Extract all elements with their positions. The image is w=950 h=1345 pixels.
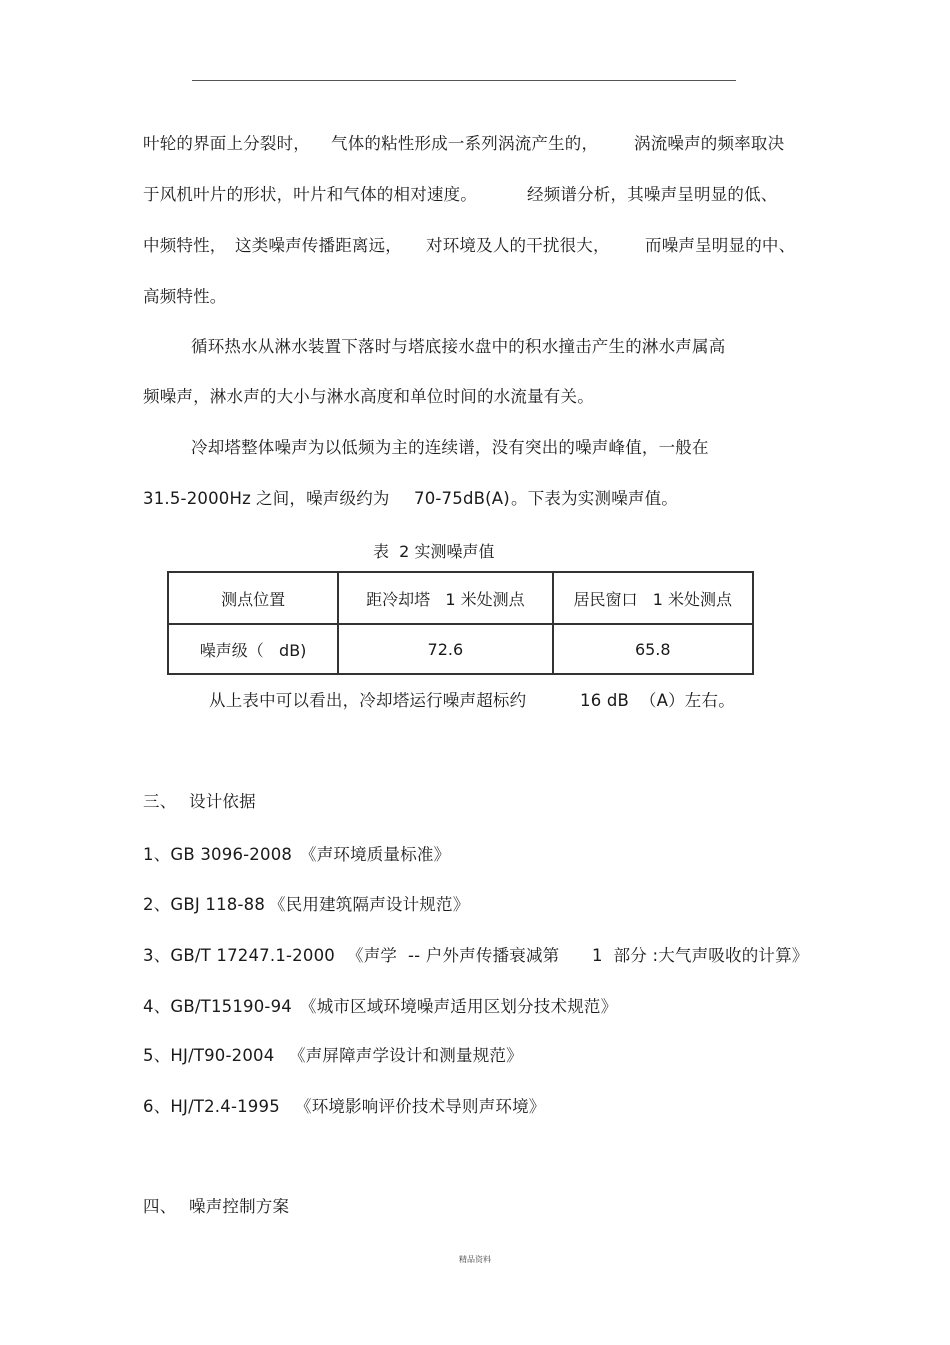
p1-line2-a: 于风机叶片的形状，叶片和气体的相对速度。 xyxy=(143,185,477,204)
p1-line3-b: 这类噪声传播距离远， xyxy=(235,236,402,255)
conclusion-a: 从上表中可以看出，冷却塔运行噪声超标约 xyxy=(209,691,527,710)
p1-line2-b: 经频谱分析，其噪声呈明显的低、 xyxy=(527,185,778,204)
p3-line2-d: 。下表为实测噪声值。 xyxy=(511,489,678,508)
section4-title: 噪声控制方案 xyxy=(189,1197,290,1216)
table-caption: 表 2 实测噪声值 xyxy=(373,542,495,561)
p3-line1: 冷却塔整体噪声为以低频为主的连续谱，没有突出的噪声峰值，一般在 xyxy=(191,438,709,457)
p1-line3-a: 中频特性， xyxy=(143,236,227,255)
ref-item-3-name: 《声学 -- 户外声传播衰减第 1 部分 :大气声吸收的计算》 xyxy=(347,946,809,965)
p3-line2-a: 31.5-2000Hz xyxy=(143,489,251,508)
table-cell: 噪声级（ dB) xyxy=(168,624,338,674)
table-header-cell: 距冷却塔 1 米处测点 xyxy=(338,572,552,624)
p2-line2: 频噪声，淋水声的大小与淋水高度和单位时间的水流量有关。 xyxy=(143,387,594,406)
table-cell: 65.8 xyxy=(553,624,754,674)
p1-line1-a: 叶轮的界面上分裂时， xyxy=(143,134,310,153)
table-row xyxy=(168,624,753,674)
ref-item-5-name: 《声屏障声学设计和测量规范》 xyxy=(289,1046,523,1065)
ref-item-4-name: 《城市区域环境噪声适用区划分技术规范》 xyxy=(300,997,618,1016)
page-footer: 精品资料 xyxy=(459,1255,491,1264)
p1-line3-c: 对环境及人的干扰很大， xyxy=(426,236,610,255)
ref-item-6-name: 《环境影响评价技术导则声环境》 xyxy=(295,1097,546,1116)
table-header-row xyxy=(168,572,753,624)
section3-title: 设计依据 xyxy=(189,792,256,811)
ref-item-1-name: 《声环境质量标准》 xyxy=(300,845,451,864)
ref-item-2-name: 《民用建筑隔声设计规范》 xyxy=(269,895,470,914)
table-header-cell: 居民窗口 1 米处测点 xyxy=(553,572,754,624)
ref-item-1-num: 1、GB 3096-2008 xyxy=(143,845,293,864)
ref-item-2-num: 2、GBJ 118-88 xyxy=(143,895,266,914)
ref-item-3-num: 3、GB/T 17247.1-2000 xyxy=(143,946,335,965)
p3-line2-c: 70-75dB(A) xyxy=(414,489,510,508)
p3-line2-b: 之间，噪声级约为 xyxy=(256,489,390,508)
ref-item-4-num: 4、GB/T15190-94 xyxy=(143,997,292,1016)
p1-line1-c: 涡流噪声的频率取决 xyxy=(634,134,785,153)
ref-item-6-num: 6、HJ/T2.4-1995 xyxy=(143,1097,280,1116)
p1-line4: 高频特性。 xyxy=(143,287,227,306)
ref-item-5-num: 5、HJ/T90-2004 xyxy=(143,1046,275,1065)
p1-line1-b: 气体的粘性形成一系列涡流产生的， xyxy=(331,134,599,153)
table-header-cell: 测点位置 xyxy=(168,572,338,624)
section4-number: 四、 xyxy=(143,1197,177,1216)
header-rule xyxy=(192,80,736,81)
p1-line3-d: 而噪声呈明显的中、 xyxy=(645,236,796,255)
conclusion-b: 16 dB （A）左右。 xyxy=(580,691,735,710)
section3-number: 三、 xyxy=(143,792,177,811)
p2-line1: 循环热水从淋水装置下落时与塔底接水盘中的积水撞击产生的淋水声属高 xyxy=(191,337,726,356)
noise-table xyxy=(167,571,754,675)
table-cell: 72.6 xyxy=(338,624,552,674)
